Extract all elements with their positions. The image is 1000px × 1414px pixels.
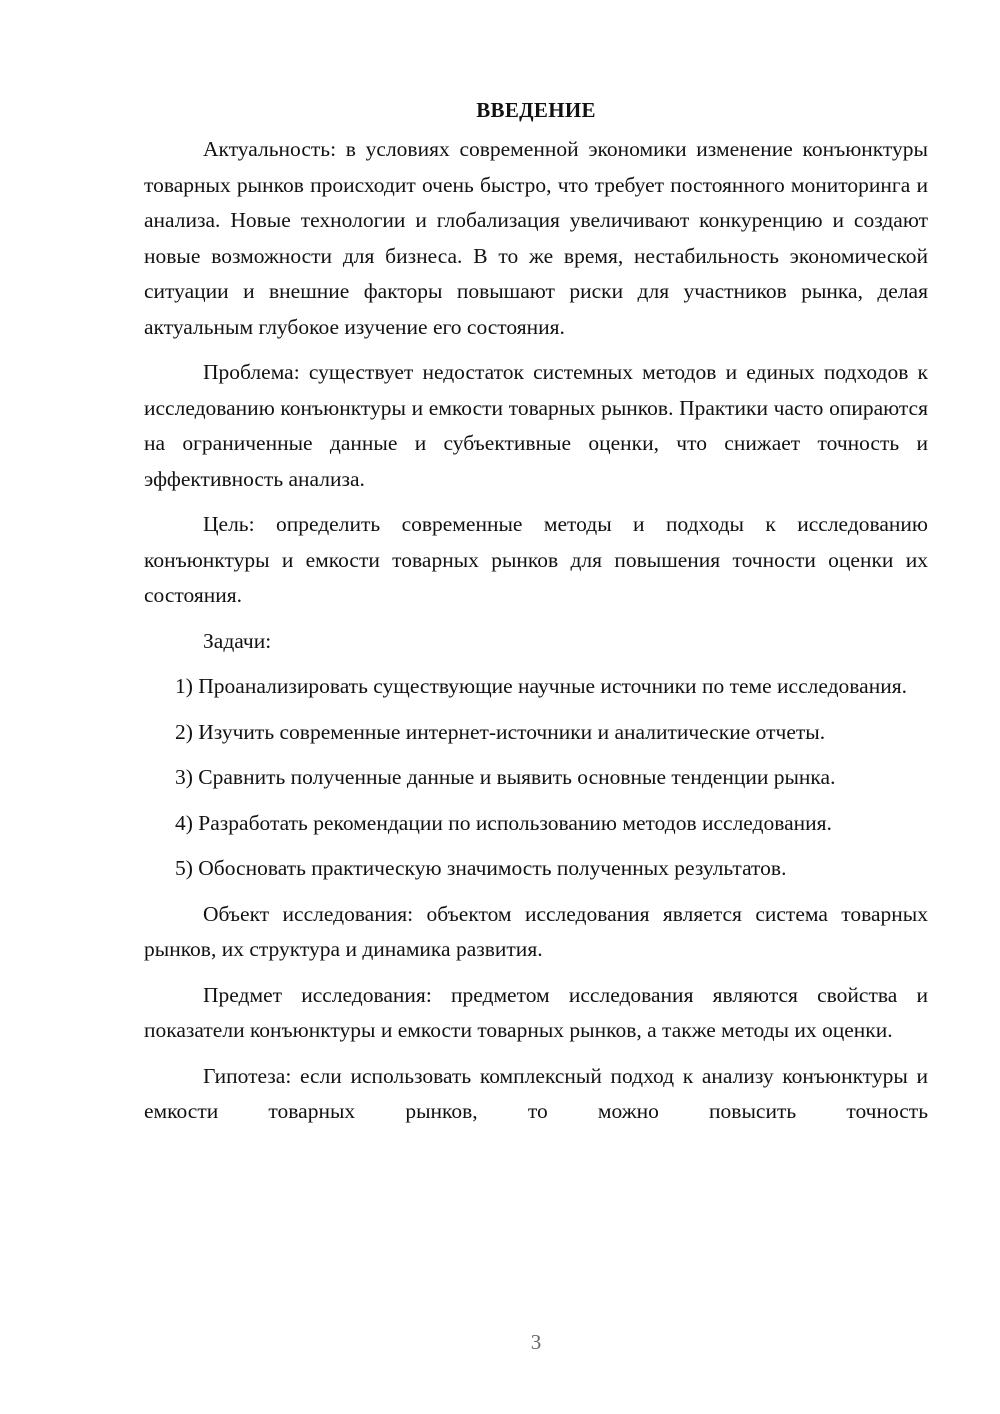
task-item: 5) Обосновать практическую значимость полученных результатов. <box>175 856 787 880</box>
paragraph-object: Объект исследования: объектом исследования является система товарных рынков, их структура и динамика развития. <box>144 901 928 961</box>
task-item: 2) Изучить современные интернет-источники и аналитические отчеты. <box>175 719 826 744</box>
paragraph-problem: Проблема: существует недостаток системных методов и единых подходов к исследованию конъюнктуры и емкости товарных рынков. Практики часто опираются на ограниченные данные и субъективные оценки, что снижает точность и эффективность анализа. <box>144 360 928 491</box>
paragraph-goal: Цель: определить современные методы и подходы к исследованию конъюнктуры и емкости товарных рынков для повышения точности оценки их состояния. <box>144 512 928 607</box>
paragraph-tasks-heading: Задачи: <box>203 628 272 653</box>
section-title: ВВЕДЕНИЕ <box>476 98 596 122</box>
page-content <box>144 92 928 1140</box>
paragraph-subject: Предмет исследования: предметом исследования являются свойства и показатели конъюнктуры и емкости товарных рынков, а также методы их оценки. <box>144 982 928 1042</box>
task-item: 3) Сравнить полученные данные и выявить основные тенденции рынка. <box>175 765 836 789</box>
page-number: 3 <box>530 1330 542 1354</box>
paragraph-relevance: Актуальность: в условиях современной экономики изменение конъюнктуры товарных рынков происходит очень быстро, что требует постоянного мониторинга и анализа. Новые технологии и глобализация увеличивают конкуренцию и создают новые возможности для бизнеса. В то же время, нестабильность экономической ситуации и внешние факторы повышают риски для участников рынка, делая актуальным глубокое изучение его состояния. <box>144 137 928 339</box>
task-item: 1) Проанализировать существующие научные источники по теме исследования. <box>175 674 907 698</box>
paragraph-hypothesis: Гипотеза: если использовать комплексный подход к анализу конъюнктуры и емкости товарных рынков, то можно повысить точность <box>144 1063 928 1123</box>
task-item: 4) Разработать рекомендации по использованию методов исследования. <box>175 810 832 835</box>
page-footer <box>36 1330 1000 1355</box>
